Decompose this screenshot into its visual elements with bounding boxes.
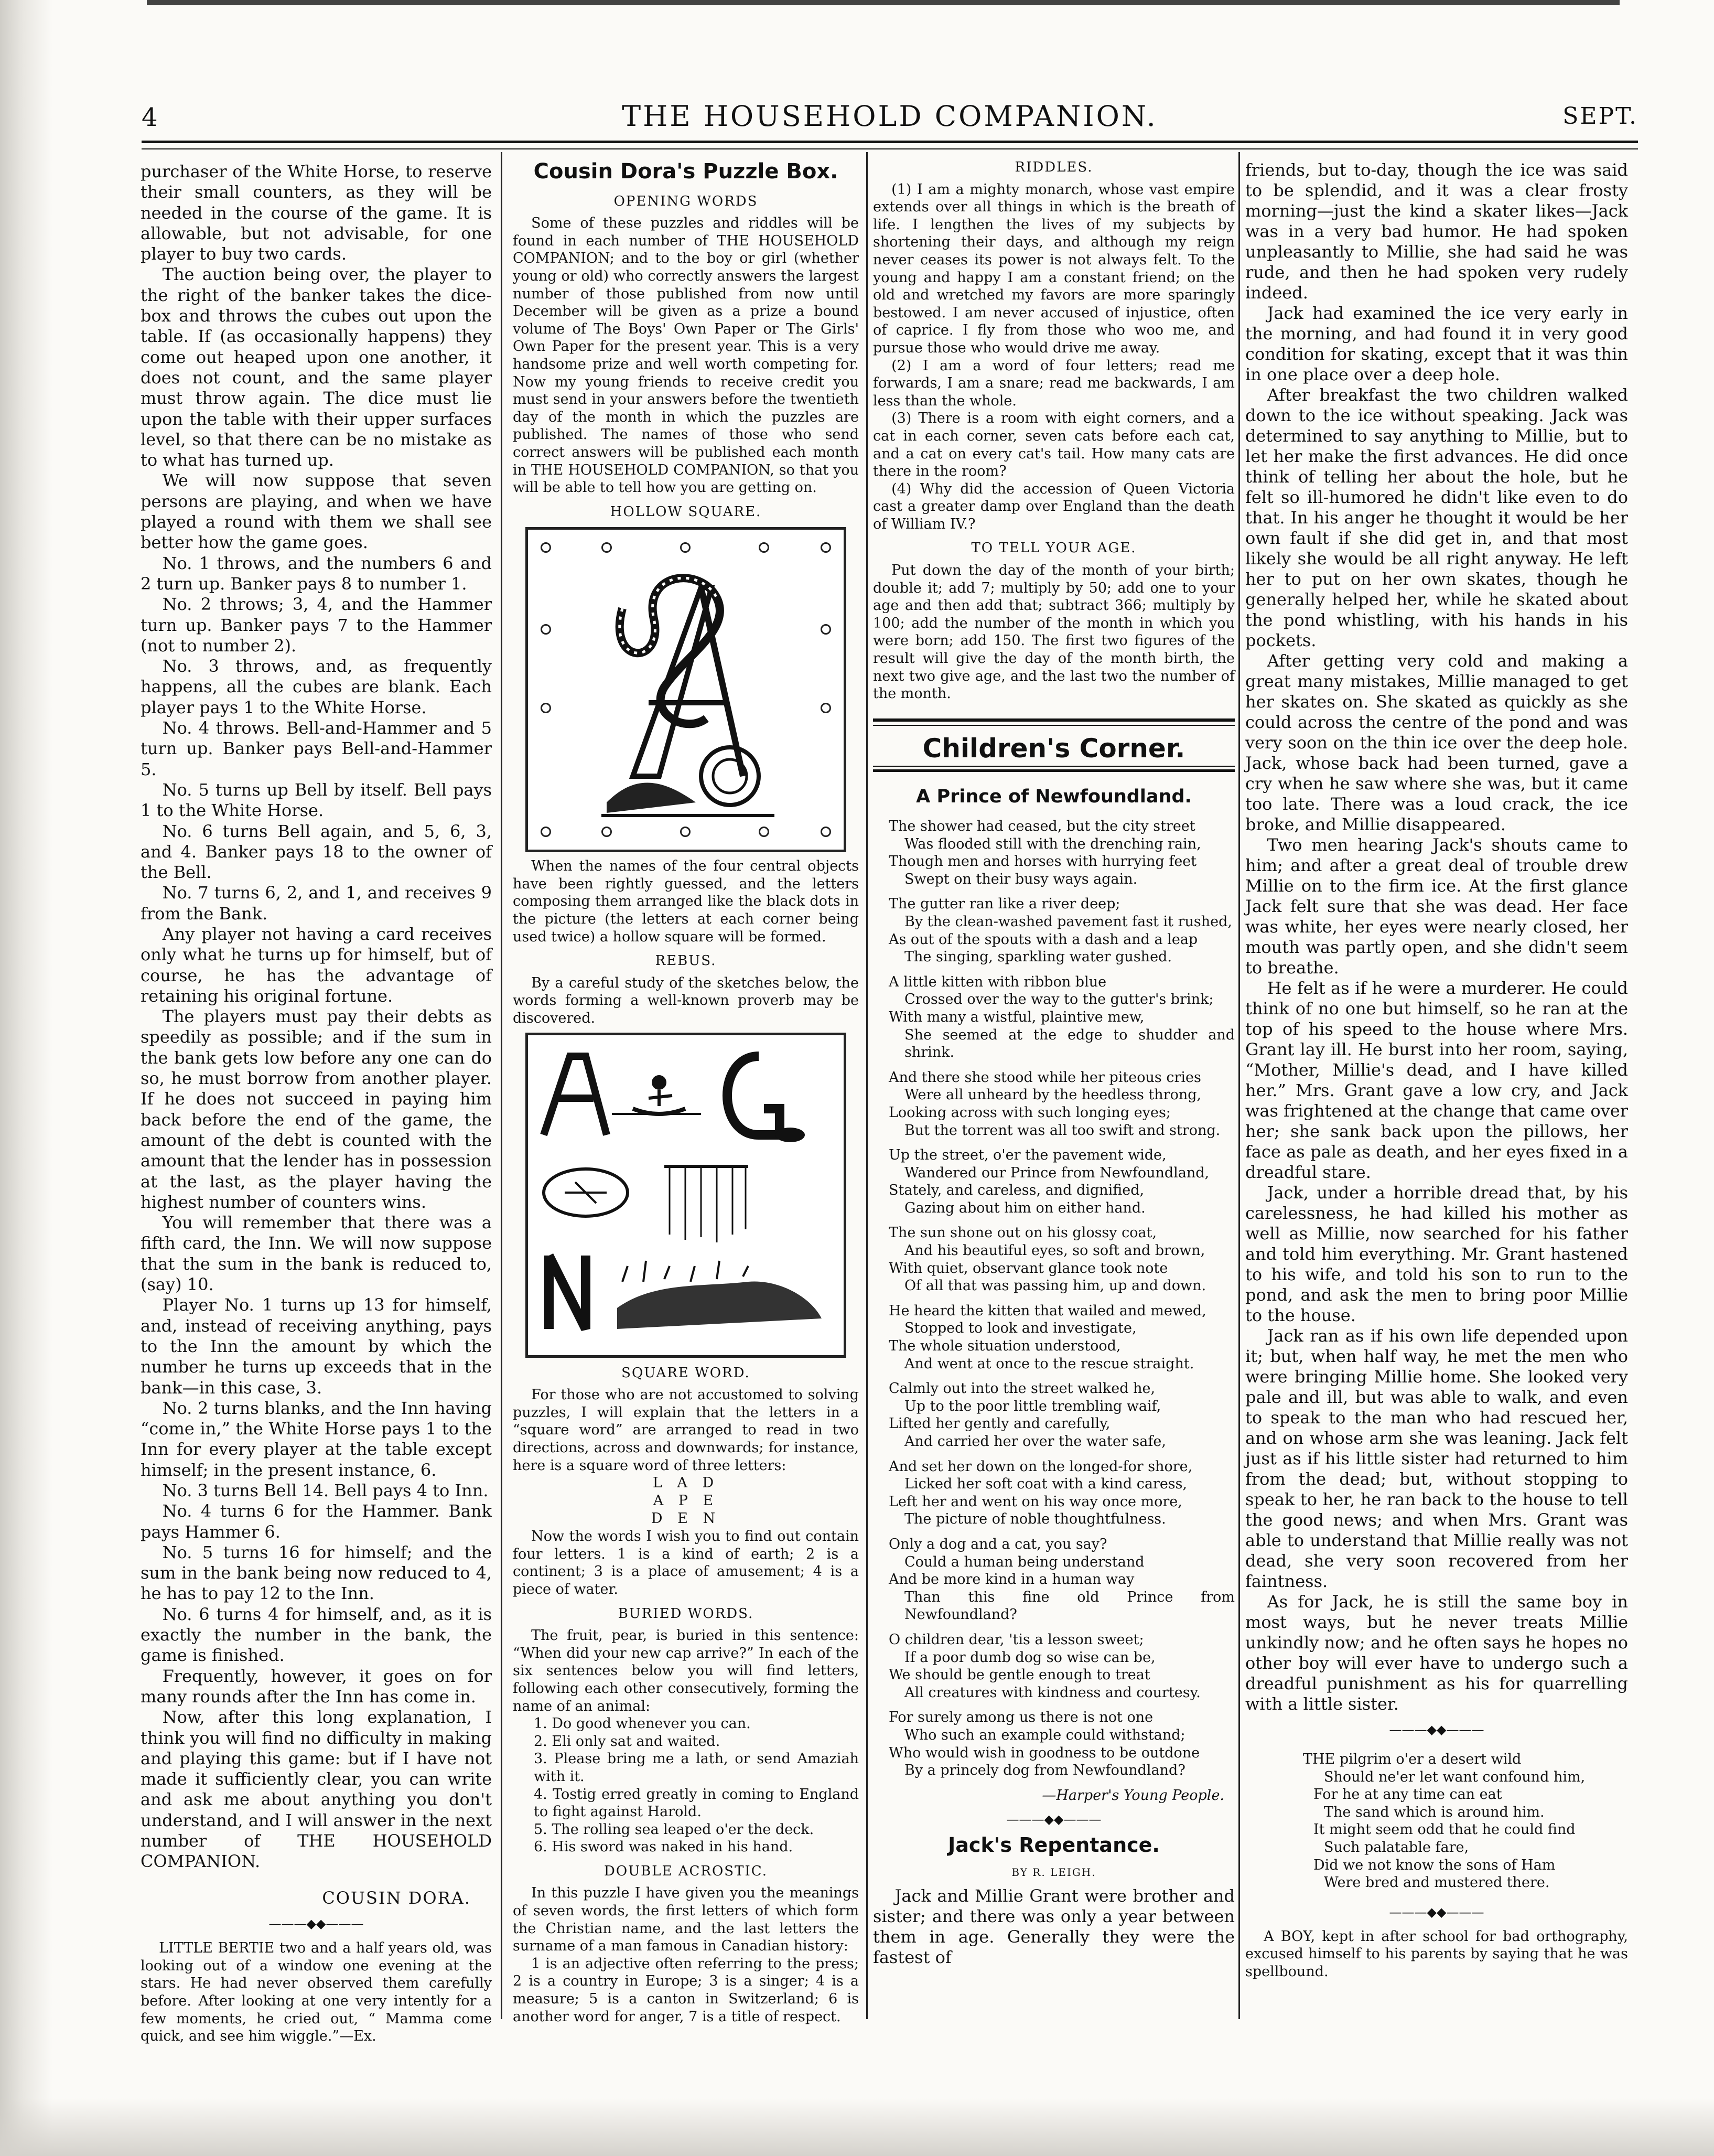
- riddle: (1) I am a mighty monarch, whose vast empire extends over all things in which is the breath of life. I lengthen the lives of my subjects by shortening their days, and although my reign never ceases its power is not always felt. To the young and happy I am a constant friend; on the old and wretched my favors are more sparingly bestowed. I am never accused of injustice, often of caprice. I fly from those who woo me, and pursue those who would drive me away.: [873, 181, 1235, 356]
- paragraph: 1 is an adjective often referring to the press; 2 is a country in Europe; 3 is a singer; 4 is a measure; 5 is a canton in Switzerland; 6 is another word for anger, 7 is a title of respect.: [513, 1955, 859, 2025]
- column-3: [873, 157, 1235, 1968]
- riddle: (3) There is a room with eight corners, and a cat in each corner, seven cats before each cat, and a cat on every cat's tail. How many cats are there in the room?: [873, 410, 1235, 480]
- paragraph: In this puzzle I have given you the meanings of seven words, the first letters of which form the Christian name, and the last letters the surname of a man famous in Canadian history:: [513, 1885, 859, 1955]
- paragraph: As for Jack, he is still the same boy in most ways, but he never treats Millie unkindly now; and he often says he hopes no other boy will ever have to undergo such a dreadful punishment as his for quarrelling with a little sister.: [1245, 1592, 1628, 1714]
- paragraph: Frequently, however, it goes on for many rounds after the Inn has come in.: [141, 1666, 492, 1707]
- column-divider: [501, 152, 502, 2019]
- poem-line: The singing, sparkling water gushed.: [904, 949, 1172, 966]
- poem-line: Looking across with such longing eyes;: [889, 1104, 1171, 1121]
- page-header: [142, 100, 1638, 136]
- masthead-title: THE HOUSEHOLD COMPANION.: [622, 100, 1158, 133]
- poem-line: But the torrent was all too swift and strong.: [904, 1122, 1221, 1139]
- poem-stanza: [873, 1536, 1235, 1624]
- list-item: 5. The rolling sea leaped o'er the deck.: [534, 1821, 814, 1838]
- square-word-row: L A D: [652, 1475, 719, 1492]
- list-item: 4. Tostig erred greatly in coming to England to fight against Harold.: [534, 1786, 859, 1820]
- list-item: 2. Eli only sat and waited.: [534, 1733, 720, 1750]
- poem-line: And went at once to the rescue straight.: [904, 1355, 1194, 1372]
- paragraph: No. 5 turns 16 for himself; and the sum in the bank being now reduced to 4, he has to pay 12 to the Inn.: [141, 1542, 492, 1604]
- verse-line: Should ne'er let want confound him,: [1324, 1768, 1586, 1785]
- poem-line: O children dear, 'tis a lesson sweet;: [889, 1631, 1144, 1648]
- square-word-row: D E N: [651, 1510, 721, 1527]
- paragraph: Some of these puzzles and riddles will be found in each number of THE HOUSEHOLD COMPANION; and to the boy or girl (whether young or old) who correctly answers the largest number of those published from now until December will be given as a prize a bound volume of The Boys' Own Paper or The Girls' Own Paper for the present year. This is a very handsome prize and well worth competing for. Now my young friends to receive credit you must send in your answers before the twentieth day of the month in which the puzzles are published. The names of those who send correct answers will be published each month in THE HOUSEHOLD COMPANION, so that you will be able to tell how you are getting on.: [513, 215, 859, 496]
- poem-line: As out of the spouts with a dash and a leap: [889, 931, 1198, 948]
- section-heading: OPENING WORDS: [613, 193, 758, 209]
- paragraph: Now, after this long explanation, I think you will find no difficulty in making and playing this game: but if I have not made it sufficiently clear, you can write and ask me about anything you don't understand, and I will answer in the next number of THE HOUSEHOLD COMPANION.: [141, 1707, 492, 1872]
- puzzle-box-title: Cousin Dora's Puzzle Box.: [533, 159, 838, 184]
- riddle: (4) Why did the accession of Queen Victoria cast a greater damp over England than the death of William IV.?: [873, 480, 1235, 532]
- poem-line: Stopped to look and investigate,: [904, 1320, 1137, 1337]
- section-heading: SQUARE WORD.: [621, 1365, 750, 1381]
- paragraph: No. 4 throws. Bell-and-Hammer and 5 turn up. Banker pays Bell-and-Hammer 5.: [141, 718, 492, 779]
- poem-line: Crossed over the way to the gutter's brink;: [904, 991, 1214, 1008]
- poem-line: Gazing about him on either hand.: [904, 1199, 1146, 1216]
- verse: [1245, 1751, 1628, 1892]
- poem-line: Who such an example could withstand;: [904, 1726, 1185, 1743]
- poem-line: With quiet, observant glance took note: [889, 1260, 1168, 1277]
- poem-line: The sun shone out on his glossy coat,: [889, 1225, 1157, 1241]
- poem-line: All creatures with kindness and courtesy.: [904, 1684, 1201, 1701]
- scan-edge-shadow: [0, 2098, 1714, 2156]
- poem-line: And his beautiful eyes, so soft and brown,: [904, 1242, 1205, 1259]
- column-4: [1245, 160, 1628, 1981]
- section-rule: [873, 766, 1235, 772]
- verse-line: Such palatable fare,: [1324, 1839, 1469, 1855]
- scan-edge-shadow: [0, 0, 52, 2156]
- ornament-divider: ———◆◆———: [268, 1916, 364, 1931]
- paragraph: After breakfast the two children walked down to the ice without speaking. Jack was determined to say anything to Millie, but to let her make the first advances. He did once think of telling her about the hole, but he felt so ill-humored he didn't like even to do that. In his anger he thought it would be her own fault if she did get in, and that most likely she would be all right anyway. He left her to put on her own skates, though he generally helped her, while he skated about the pond whistling, with his hands in his pockets.: [1245, 385, 1628, 650]
- verse-line: Were bred and mustered there.: [1324, 1874, 1550, 1891]
- childrens-corner-title: Children's Corner.: [922, 733, 1185, 764]
- poem-line: Though men and horses with hurrying feet: [889, 853, 1197, 870]
- poem-credit: —Harper's Young People.: [1042, 1787, 1224, 1804]
- square-word-example: [513, 1474, 859, 1528]
- paragraph: No. 3 throws, and, as frequently happens, all the cubes are blank. Each player pays 1 to the White Horse.: [141, 656, 492, 717]
- paragraph: purchaser of the White Horse, to reserve their small counters, as they will be needed in the course of the game. It is allowable, but not advisable, for one player to buy two cards.: [141, 162, 492, 264]
- poem-stanza: [873, 1224, 1235, 1294]
- ornament-divider: ———◆◆———: [1389, 1722, 1484, 1737]
- verse-line: It might seem odd that he could find: [1313, 1821, 1576, 1838]
- poem-line: Could a human being understand: [904, 1553, 1145, 1570]
- section-heading: BURIED WORDS.: [618, 1605, 754, 1622]
- ornament-divider: ———◆◆———: [1006, 1812, 1102, 1827]
- page-number: 4: [142, 103, 158, 132]
- poem: [873, 818, 1235, 1779]
- poem-stanza: [873, 1069, 1235, 1139]
- paragraph: Jack, under a horrible dread that, by his carelessness, he had killed his mother as well as Millie, now searched for his father and told him everything. Mr. Grant hastened to his wife, and told his son to run to the pond, and ask the men to bring poor Millie to the house.: [1245, 1183, 1628, 1325]
- paragraph: Jack ran as if his own life depended upon it; but, when half way, he met the men who were bringing Millie home. She looked very pale and ill, but was able to walk, and even to speak to the man who had rescued her, and on whose arm she was leaning. Jack felt just as if his little sister had returned to him from the dead; but, without stopping to speak to her, he ran back to the house to tell the good news; and when Mrs. Grant was able to understand that Millie really was not dead, she very soon recovered from her faintness.: [1245, 1326, 1628, 1591]
- paragraph: friends, but to-day, though the ice was said to be splendid, and it was a clear frosty morning—just the kind a skater likes—Jack was in a very bad humor. He had spoken unpleasantly to Millie, she had said he was rude, and then he had spoken very rudely indeed.: [1245, 160, 1628, 303]
- footnote: LITTLE BERTIE two and a half years old, was looking out of a window one evening at the stars. He had never observed them carefully before. After looking at one very intently for a few moments, he cried out, “ Mamma come quick, and see him wiggle.”—Ex.: [141, 1940, 492, 2045]
- column-divider: [1238, 152, 1240, 2019]
- poem-line: By the clean-washed pavement fast it rushed,: [904, 913, 1232, 930]
- list-item: 3. Please bring me a lath, or send Amaziah with it.: [534, 1751, 859, 1785]
- paragraph: No. 6 turns Bell again, and 5, 6, 3, and 4. Banker pays 18 to the owner of the Bell.: [141, 821, 492, 883]
- paragraph: By a careful study of the sketches below, the words forming a well-known proverb may be discovered.: [513, 974, 859, 1027]
- ornament-divider: ———◆◆———: [1389, 1904, 1484, 1919]
- poem-line: Up the street, o'er the pavement wide,: [889, 1147, 1167, 1164]
- poem-line: He heard the kitten that wailed and mewed,: [889, 1302, 1206, 1319]
- list-item: 1. Do good whenever you can.: [534, 1715, 751, 1732]
- poem-stanza: [873, 1146, 1235, 1217]
- poem-stanza: [873, 1302, 1235, 1372]
- paragraph: Two men hearing Jack's shouts came to him; and after a great deal of trouble drew Millie on to the firm ice. At the first glance Jack felt sure that she was dead. Her face was white, her eyes were nearly closed, her mouth was partly open, and she didn't seem to breathe.: [1245, 835, 1628, 978]
- square-word-row: A P E: [653, 1493, 719, 1509]
- paragraph: No. 2 turns blanks, and the Inn having “come in,” the White Horse pays 1 to the Inn for every player at the table except himself; in the present instance, 6.: [141, 1398, 492, 1480]
- section-heading: RIDDLES.: [1015, 159, 1093, 175]
- paragraph: We will now suppose that seven persons are playing, and when we have played a round with them we shall see better how the game goes.: [141, 470, 492, 553]
- story-title: Jack's Repentance.: [948, 1833, 1160, 1857]
- paragraph: Jack and Millie Grant were brother and sister; and there was only a year between them in age. Generally they were the fastest of: [873, 1886, 1235, 1968]
- poem-stanza: [873, 973, 1235, 1061]
- verse-line: The sand which is around him.: [1324, 1804, 1545, 1820]
- poem-line: Calmly out into the street walked he,: [889, 1380, 1156, 1397]
- paragraph: For those who are not accustomed to solving puzzles, I will explain that the letters in a “square word” are arranged to read in two directions, across and downwards; for instance, here is a square word of three letters:: [513, 1387, 859, 1474]
- poem-stanza: [873, 1380, 1235, 1450]
- poem-stanza: [873, 1709, 1235, 1779]
- poem-line: Than this fine old Prince from Newfoundland?: [904, 1589, 1235, 1623]
- poem-line: The shower had ceased, but the city street: [889, 818, 1195, 834]
- column-divider: [866, 152, 868, 2019]
- top-border: [147, 0, 1620, 5]
- signature: COUSIN DORA.: [322, 1887, 471, 1908]
- poem-line: The gutter ran like a river deep;: [889, 896, 1120, 913]
- poem-line: Stately, and careless, and dignified,: [889, 1182, 1145, 1199]
- buried-words-list: [513, 1715, 859, 1856]
- verse-line: THE pilgrim o'er a desert wild: [1303, 1751, 1522, 1767]
- poem-stanza: [873, 818, 1235, 888]
- poem-line: She seemed at the edge to shudder and shrink.: [904, 1026, 1235, 1061]
- poem-stanza: [873, 1458, 1235, 1528]
- column-2: [513, 157, 859, 2025]
- hollow-square-illustration: [525, 527, 846, 852]
- paragraph: The fruit, pear, is buried in this sentence: “When did your new cap arrive?” In each of the six sentences below you will find letters, following each other consecutively, forming the name of an animal:: [513, 1627, 859, 1714]
- header-rule: [142, 141, 1638, 149]
- paragraph: No. 6 turns 4 for himself, and, as it is exactly the number in the bank, the game is finished.: [141, 1604, 492, 1666]
- section-heading: DOUBLE ACROSTIC.: [604, 1863, 768, 1879]
- paragraph: Now the words I wish you to find out contain four letters. 1 is a kind of earth; 2 is a continent; 3 is a place of amusement; 4 is a piece of water.: [513, 1528, 859, 1597]
- poem-stanza: [873, 1631, 1235, 1701]
- poem-line: And there she stood while her piteous cries: [889, 1069, 1201, 1086]
- poem-line: Left her and went on his way once more,: [889, 1493, 1182, 1510]
- poem-line: A little kitten with ribbon blue: [889, 973, 1107, 990]
- poem-line: Wandered our Prince from Newfoundland,: [904, 1164, 1210, 1181]
- section-heading: TO TELL YOUR AGE.: [971, 540, 1137, 556]
- verse-line: Did we not know the sons of Ham: [1313, 1857, 1556, 1873]
- rebus-sketches-icon: [528, 1035, 843, 1350]
- paragraph: No. 1 throws, and the numbers 6 and 2 turn up. Banker pays 8 to number 1.: [141, 553, 492, 594]
- paragraph: Jack had examined the ice very early in the morning, and had found it in very good condition for skating, except that it was thin in one place over a deep hole.: [1245, 303, 1628, 384]
- paragraph: No. 2 throws; 3, 4, and the Hammer turn up. Banker pays 7 to the Hammer (not to number 2).: [141, 594, 492, 656]
- poem-line: Who would wish in goodness to be outdone: [889, 1744, 1200, 1761]
- riddle: (2) I am a word of four letters; read me forwards, I am a snare; read me backwards, I am less than the whole.: [873, 357, 1235, 409]
- poem-stanza: [873, 895, 1235, 966]
- poem-line: Lifted her gently and carefully,: [889, 1415, 1111, 1432]
- paragraph: No. 3 turns Bell 14. Bell pays 4 to Inn.: [162, 1481, 489, 1500]
- issue-month: SEPT.: [1562, 103, 1638, 130]
- column-1: [141, 162, 492, 2045]
- poem-line: And carried her over the water safe,: [904, 1433, 1166, 1450]
- paragraph: The players must pay their debts as speedily as possible; and if the sum in the bank gets low before any one can do so, he must borrow from another player. If he does not succeed in paying him back before the end of the game, the amount of the debt is counted with the amount that the lender has in possession at the last, as the player having the highest number of counters wins.: [141, 1006, 492, 1212]
- paragraph: No. 5 turns up Bell by itself. Bell pays 1 to the White Horse.: [141, 779, 492, 821]
- paragraph: No. 7 turns 6, 2, and 1, and receives 9 from the Bank.: [141, 883, 492, 924]
- paragraph: Put down the day of the month of your birth; double it; add 7; multiply by 50; add one to your age and then add that; subtract 366; multiply by 100; add the number of the month in which you were born; add 150. The first two figures of the result will give the day of the month birth, the next two give age, and the last two the number of the month.: [873, 562, 1235, 702]
- poem-line: Up to the poor little trembling waif,: [904, 1398, 1161, 1414]
- poem-line: The whole situation understood,: [889, 1338, 1121, 1355]
- paragraph: The auction being over, the player to the right of the banker takes the dice-box and throws the cubes out upon the table. If (as occasionally happens) they come out heaped upon one another, it does not count, and the same player must throw again. The dice must lie upon the table with their upper surfaces level, so that there can be no mistake as to what has turned up.: [141, 264, 492, 470]
- poem-line: Licked her soft coat with a kind caress,: [904, 1476, 1188, 1493]
- verse-line: For he at any time can eat: [1313, 1786, 1502, 1803]
- poem-line: By a princely dog from Newfoundland?: [904, 1762, 1185, 1779]
- paragraph: Any player not having a card receives only what he turns up for himself, but of course, he has the advantage of retaining his original fortune.: [141, 924, 492, 1006]
- poem-line: The picture of noble thoughtfulness.: [904, 1511, 1166, 1528]
- poem-title: A Prince of Newfoundland.: [916, 786, 1192, 808]
- section-rule: [873, 718, 1235, 726]
- poem-line: Of all that was passing him, up and down.: [904, 1278, 1206, 1294]
- poem-line: If a poor dumb dog so wise can be,: [904, 1649, 1156, 1666]
- paragraph: Player No. 1 turns up 13 for himself, and, instead of receiving anything, pays to the Inn the amount by which the number he turns up exceeds that in the bank—in this case, 3.: [141, 1295, 492, 1398]
- paragraph: He felt as if he were a murderer. He could think of no one but himself, so he ran at the top of his speed to the house where Mrs. Grant lay ill. He burst into her room, saying, “Mother, Millie's dead, and I have killed her.” Mrs. Grant gave a low cry, and Jack was frightened at the change that came over her; she sank back upon the pillows, her face as pale as death, and her eyes fixed in a dreadful stare.: [1245, 978, 1628, 1182]
- rebus-illustration: [525, 1033, 846, 1358]
- poem-line: We should be gentle enough to treat: [889, 1667, 1150, 1683]
- poem-line: Were all unheard by the heedless throng,: [904, 1087, 1202, 1103]
- paragraph: You will remember that there was a fifth card, the Inn. We will now suppose that the sum in the bank is reduced to, (say) 10.: [141, 1213, 492, 1295]
- poem-line: For surely among us there is not one: [889, 1709, 1154, 1726]
- poem-line: With many a wistful, plaintive mew,: [889, 1009, 1145, 1025]
- paragraph: When the names of the four central objects have been rightly guessed, and the letters composing them arranged like the black dots in the picture (the letters at each corner being used twice) a hollow square will be formed.: [513, 858, 859, 945]
- poem-line: And be more kind in a human way: [889, 1571, 1135, 1588]
- paragraph: After getting very cold and making a great many mistakes, Millie managed to get her skates on. She skated as quickly as she could across the centre of the pond and was very soon on the thin ice over the deep hole. Jack, whose back had been turned, gave a cry when he saw where she was, but it came too late. There was a loud crack, the ice broke, and Millie disappeared.: [1245, 651, 1628, 834]
- poem-line: And set her down on the longed-for shore,: [889, 1458, 1193, 1475]
- poem-line: Only a dog and a cat, you say?: [889, 1536, 1107, 1552]
- list-item: 6. His sword was naked in his hand.: [534, 1839, 793, 1855]
- poem-line: Was flooded still with the drenching rain,: [904, 835, 1201, 852]
- poem-line: Swept on their busy ways again.: [904, 871, 1138, 887]
- story-byline: BY R. LEIGH.: [1011, 1866, 1096, 1879]
- section-heading: REBUS.: [655, 953, 717, 969]
- paragraph: No. 4 turns 6 for the Hammer. Bank pays Hammer 6.: [141, 1501, 492, 1542]
- section-heading: HOLLOW SQUARE.: [610, 503, 762, 520]
- snake-ladder-shoe-shell-icon: [528, 530, 843, 844]
- footnote: A BOY, kept in after school for bad orthography, excused himself to his parents by saying that he was spellbound.: [1245, 1928, 1628, 1980]
